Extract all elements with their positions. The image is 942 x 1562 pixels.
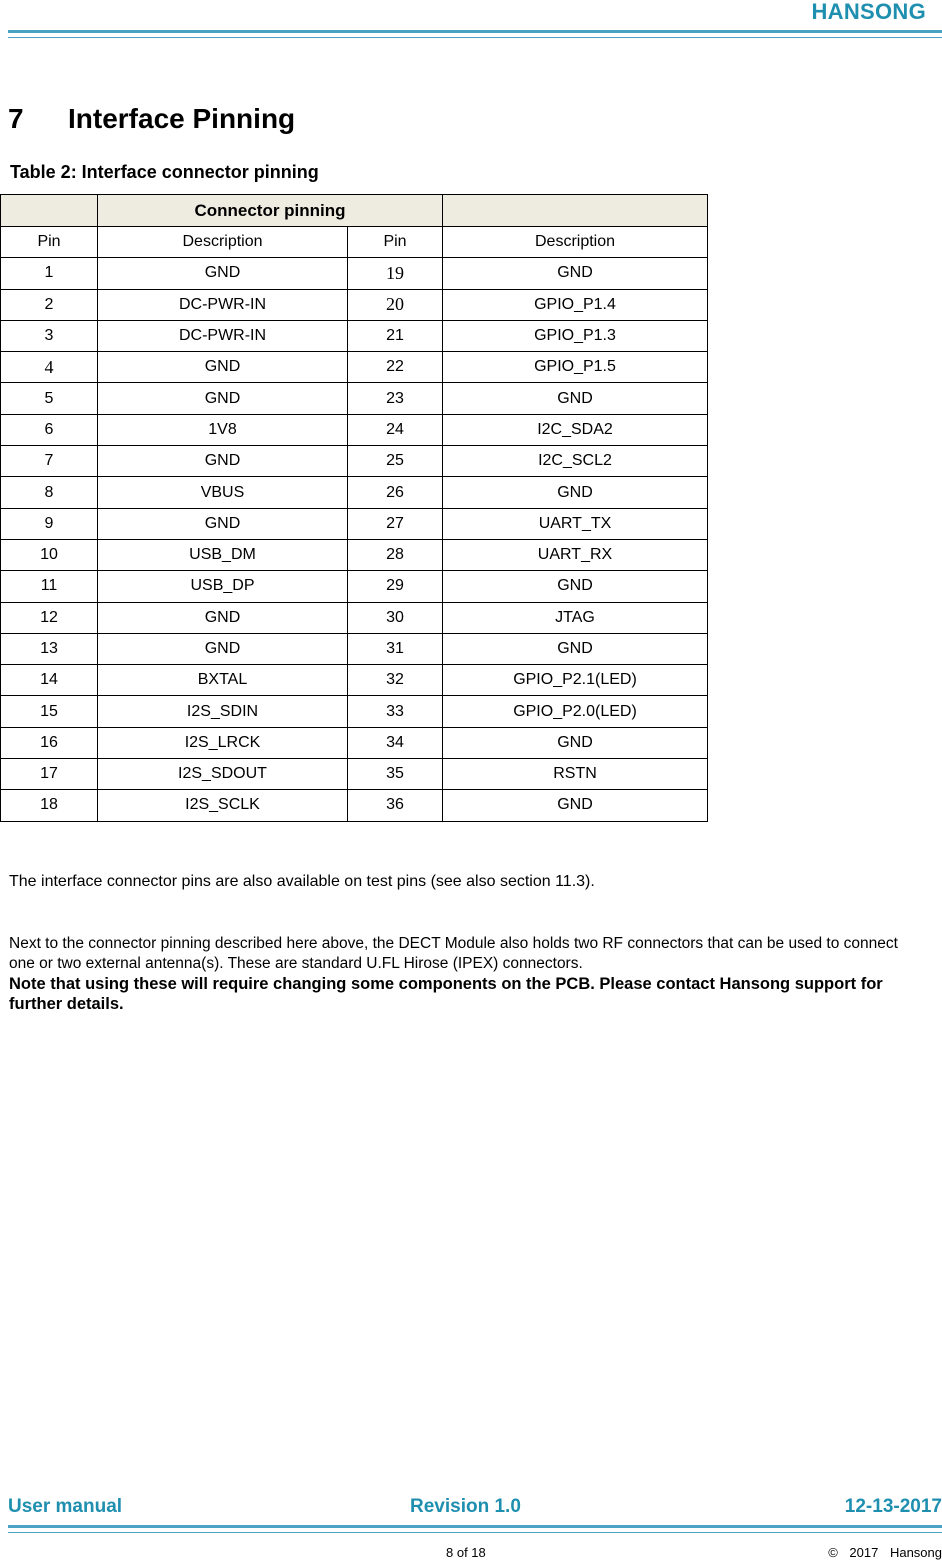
pin-description-cell: I2C_SDA2 xyxy=(443,414,708,445)
pin-number-cell: 20 xyxy=(348,289,443,320)
table-row xyxy=(1,414,708,445)
footer-rule-thin xyxy=(8,1532,942,1533)
pin-number-cell: 27 xyxy=(348,508,443,539)
pin-description-cell: JTAG xyxy=(443,602,708,633)
pin-number-cell: 32 xyxy=(348,665,443,696)
pin-description-cell: GND xyxy=(98,258,348,289)
pin-description-cell: GND xyxy=(443,633,708,664)
pin-number-cell: 33 xyxy=(348,696,443,727)
table-title-spacer xyxy=(1,195,98,227)
pin-number-cell: 21 xyxy=(348,320,443,351)
pin-description-cell: GPIO_P1.4 xyxy=(443,289,708,320)
pin-number-cell: 1 xyxy=(1,258,98,289)
pin-number-cell: 34 xyxy=(348,727,443,758)
pin-description-cell: GPIO_P1.3 xyxy=(443,320,708,351)
pin-description-cell: UART_TX xyxy=(443,508,708,539)
table-row xyxy=(1,571,708,602)
pin-number-cell: 18 xyxy=(1,790,98,821)
pin-description-cell: I2S_SDIN xyxy=(98,696,348,727)
paragraph-test-pins: The interface connector pins are also available on test pins (see also section 11.3). xyxy=(9,873,595,890)
table-caption: Table 2: Interface connector pinning xyxy=(10,162,319,182)
table-title-row xyxy=(1,195,708,227)
pin-description-cell: GND xyxy=(98,352,348,383)
table-row xyxy=(1,383,708,414)
pin-description-cell: DC-PWR-IN xyxy=(98,320,348,351)
table-row xyxy=(1,602,708,633)
pin-description-cell: GND xyxy=(443,477,708,508)
column-header: Description xyxy=(98,227,348,258)
pin-description-cell: GPIO_P2.0(LED) xyxy=(443,696,708,727)
pin-description-cell: GND xyxy=(98,383,348,414)
pin-description-cell: GND xyxy=(443,727,708,758)
footer-rule xyxy=(8,1525,942,1528)
pin-number-cell: 36 xyxy=(348,790,443,821)
pin-number-cell: 13 xyxy=(1,633,98,664)
pin-description-cell: 1V8 xyxy=(98,414,348,445)
pin-description-cell: GND xyxy=(98,602,348,633)
pin-description-cell: I2S_SDOUT xyxy=(98,759,348,790)
pin-description-cell: DC-PWR-IN xyxy=(98,289,348,320)
column-header: Pin xyxy=(1,227,98,258)
pin-description-cell: GND xyxy=(443,571,708,602)
table-row xyxy=(1,477,708,508)
pin-number-cell: 5 xyxy=(1,383,98,414)
pinning-table xyxy=(0,194,708,822)
pin-description-cell: VBUS xyxy=(98,477,348,508)
table-row xyxy=(1,289,708,320)
pin-number-cell: 29 xyxy=(348,571,443,602)
table-row xyxy=(1,665,708,696)
table-row xyxy=(1,633,708,664)
table-row xyxy=(1,320,708,351)
pin-description-cell: GND xyxy=(443,383,708,414)
pin-number-cell: 17 xyxy=(1,759,98,790)
pin-description-cell: GND xyxy=(98,633,348,664)
brand-name: HANSONG xyxy=(811,0,926,24)
page-number: 8 of 18 xyxy=(446,1545,486,1560)
pin-description-cell: I2S_SCLK xyxy=(98,790,348,821)
table-row xyxy=(1,258,708,289)
table-row xyxy=(1,727,708,758)
table-row xyxy=(1,539,708,570)
table-title: Connector pinning xyxy=(98,195,443,227)
pin-description-cell: GPIO_P2.1(LED) xyxy=(443,665,708,696)
pin-number-cell: 26 xyxy=(348,477,443,508)
pin-description-cell: GND xyxy=(98,446,348,477)
pin-number-cell: 11 xyxy=(1,571,98,602)
pin-description-cell: I2C_SCL2 xyxy=(443,446,708,477)
paragraph-rf-connectors xyxy=(9,934,919,1014)
pin-number-cell: 12 xyxy=(1,602,98,633)
column-header: Pin xyxy=(348,227,443,258)
pin-number-cell: 3 xyxy=(1,320,98,351)
pin-number-cell: 22 xyxy=(348,352,443,383)
section-title: Interface Pinning xyxy=(68,103,296,134)
table-title-spacer xyxy=(443,195,708,227)
paragraph-text: Next to the connector pinning described here above, the DECT Module also holds two RF connectors that can be used to connect one or two external antenna(s). These are standard U.FL Hirose (IPEX) connectors. xyxy=(9,935,898,972)
table-row xyxy=(1,790,708,821)
header-rule xyxy=(8,30,942,33)
pin-description-cell: GND xyxy=(443,258,708,289)
pin-number-cell: 6 xyxy=(1,414,98,445)
table-row xyxy=(1,446,708,477)
section-number: 7 xyxy=(8,103,24,134)
pin-number-cell: 35 xyxy=(348,759,443,790)
section-heading xyxy=(8,103,295,135)
table-row xyxy=(1,759,708,790)
pin-number-cell: 8 xyxy=(1,477,98,508)
copyright: © 2017 Hansong xyxy=(828,1545,942,1560)
footer-doc-type: User manual xyxy=(8,1496,123,1517)
pin-number-cell: 24 xyxy=(348,414,443,445)
table-row xyxy=(1,352,708,383)
pin-description-cell: GND xyxy=(443,790,708,821)
footer-date: 12-13-2017 xyxy=(844,1496,942,1517)
pin-number-cell: 19 xyxy=(348,258,443,289)
pin-number-cell: 9 xyxy=(1,508,98,539)
pin-description-cell: UART_RX xyxy=(443,539,708,570)
header-rule-thin xyxy=(8,37,942,38)
pin-number-cell: 7 xyxy=(1,446,98,477)
pin-description-cell: USB_DM xyxy=(98,539,348,570)
pin-description-cell: RSTN xyxy=(443,759,708,790)
column-header: Description xyxy=(443,227,708,258)
table-row xyxy=(1,508,708,539)
pin-number-cell: 14 xyxy=(1,665,98,696)
pin-number-cell: 16 xyxy=(1,727,98,758)
pin-description-cell: I2S_LRCK xyxy=(98,727,348,758)
table-row xyxy=(1,696,708,727)
pin-description-cell: GPIO_P1.5 xyxy=(443,352,708,383)
pin-number-cell: 23 xyxy=(348,383,443,414)
pin-number-cell: 30 xyxy=(348,602,443,633)
pin-description-cell: USB_DP xyxy=(98,571,348,602)
pin-description-cell: GND xyxy=(98,508,348,539)
pin-description-cell: BXTAL xyxy=(98,665,348,696)
table-header-row xyxy=(1,227,708,258)
pin-number-cell: 15 xyxy=(1,696,98,727)
pin-number-cell: 4 xyxy=(1,352,98,383)
pin-number-cell: 31 xyxy=(348,633,443,664)
paragraph-note: Note that using these will require changing some components on the PCB. Please contact Hansong support for further details. xyxy=(9,975,883,1013)
pin-number-cell: 25 xyxy=(348,446,443,477)
footer-revision: Revision 1.0 xyxy=(410,1496,521,1517)
pin-number-cell: 10 xyxy=(1,539,98,570)
pin-number-cell: 2 xyxy=(1,289,98,320)
pin-number-cell: 28 xyxy=(348,539,443,570)
